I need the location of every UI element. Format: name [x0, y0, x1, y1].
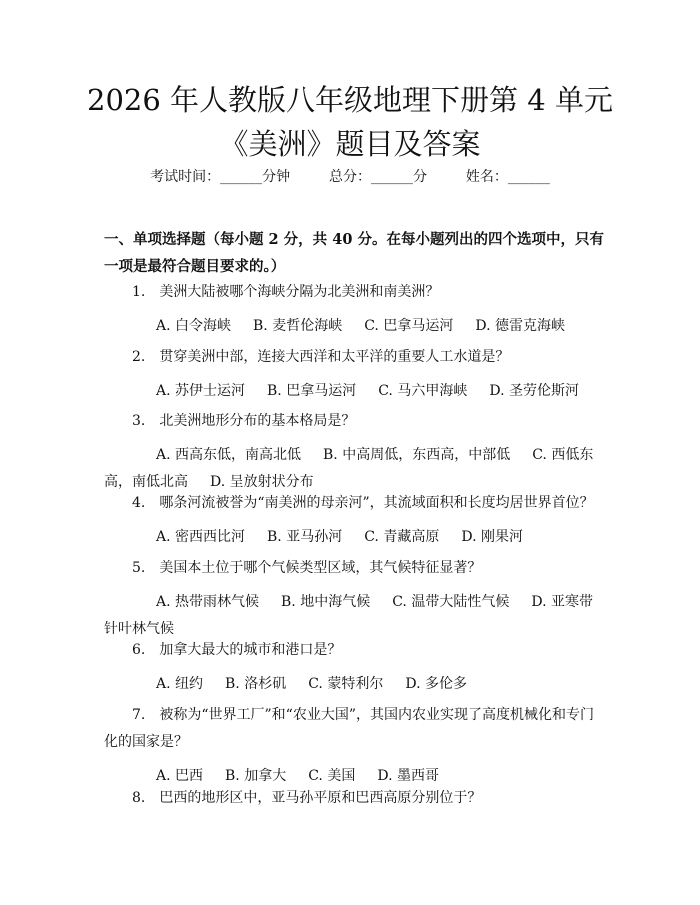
page-title: 2026 年人教版八年级地理下册第 4 单元《美洲》题目及答案: [87, 83, 613, 161]
option-d: D. 刚果河: [461, 529, 523, 545]
question-item: [104, 702, 604, 790]
option-d: D. 多伦多: [405, 676, 467, 692]
question-item: [104, 555, 604, 643]
option-c: C. 美国: [308, 768, 356, 784]
exam-time-field: 考试时间：______分钟: [150, 169, 291, 185]
option-c: C. 青藏高原: [364, 529, 440, 545]
question-stem: 6. 加拿大最大的城市和港口是？: [132, 642, 342, 658]
option-c: C. 巴拿马运河: [364, 318, 454, 334]
question-stem: 4. 哪条河流被誉为“南美洲的母亲河”，其流域面积和长度均居世界首位？: [132, 495, 594, 511]
option-a: A. 巴西: [156, 768, 204, 784]
option-a: A. 密西西比河: [156, 529, 246, 545]
option-a: A. 苏伊士运河: [156, 383, 246, 399]
name-field: 姓名：______: [465, 169, 550, 185]
option-b: B. 中高周低，东西高，中部低: [323, 447, 511, 463]
option-b: B. 麦哲伦海峡: [253, 318, 343, 334]
question-stem: 8. 巴西的地形区中，亚马孙平原和巴西高原分别位于？: [132, 790, 482, 806]
option-a: A. 白令海峡: [156, 318, 232, 334]
question-stem: 1. 美洲大陆被哪个海峡分隔为北美洲和南美洲？: [132, 284, 440, 300]
question-item: [104, 637, 604, 698]
option-c: C. 西低东高，南低北高: [104, 447, 594, 490]
question-item: [104, 490, 604, 551]
question-stem: 3. 北美洲地形分布的基本格局是？: [132, 413, 356, 429]
question-options: [104, 442, 604, 496]
question-stem: 5. 美国本土位于哪个气候类型区域，其气候特征显著？: [132, 560, 482, 576]
question-options: [104, 524, 604, 551]
question-item: [104, 785, 604, 812]
option-c: C. 马六甲海峡: [378, 383, 468, 399]
option-a: A. 纽约: [156, 676, 204, 692]
option-b: B. 加拿大: [225, 768, 287, 784]
question-options: [104, 671, 604, 698]
option-d: D. 亚寒带针叶林气候: [104, 594, 593, 637]
option-b: B. 洛杉矶: [225, 676, 287, 692]
question-stem: 7. 被称为“世界工厂”和“农业大国”，其国内农业实现了高度机械化和专门化的国家是？: [104, 707, 594, 750]
question-item: [104, 344, 604, 405]
option-a: A. 热带雨林气候: [156, 594, 260, 610]
question-options: [104, 589, 604, 643]
question-options: [104, 313, 604, 340]
total-score-field: 总分：______分: [329, 169, 427, 185]
exam-meta: [0, 166, 700, 188]
option-d: D. 呈放射状分布: [210, 474, 314, 490]
question-item: [104, 279, 604, 340]
option-b: B. 地中海气候: [281, 594, 371, 610]
option-b: B. 亚马孙河: [267, 529, 343, 545]
question-options: [104, 378, 604, 405]
option-d: D. 德雷克海峡: [475, 318, 565, 334]
option-a: A. 西高东低，南高北低: [156, 447, 302, 463]
question-stem: 2. 贯穿美洲中部，连接大西洋和太平洋的重要人工水道是？: [132, 349, 510, 365]
option-d: D. 圣劳伦斯河: [489, 383, 579, 399]
option-c: C. 蒙特利尔: [308, 676, 384, 692]
option-c: C. 温带大陆性气候: [392, 594, 510, 610]
option-b: B. 巴拿马运河: [267, 383, 357, 399]
question-item: [104, 408, 604, 496]
section-heading: 一、单项选择题（每小题 2 分，共 40 分。在每小题列出的四个选项中，只有一项是最符合题目要求的。）: [104, 231, 604, 275]
option-d: D. 墨西哥: [377, 768, 439, 784]
